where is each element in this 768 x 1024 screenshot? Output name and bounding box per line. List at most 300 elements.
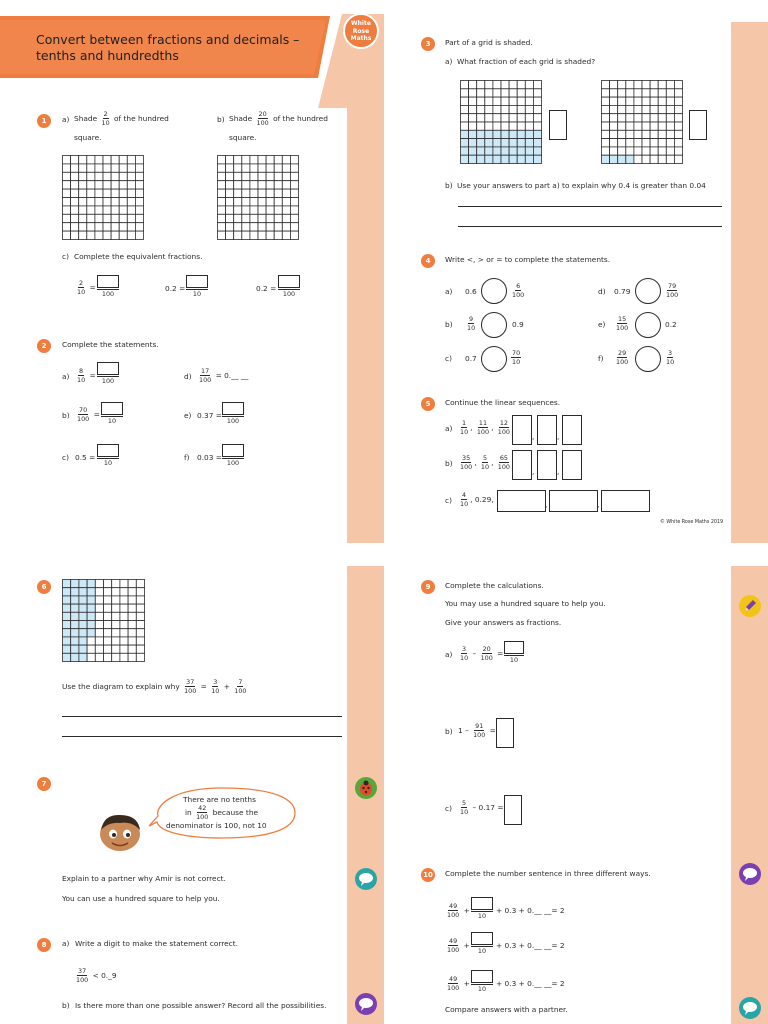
q4f-rhs <box>664 350 676 366</box>
grid-cell[interactable] <box>111 164 119 172</box>
grid-cell[interactable] <box>79 198 87 206</box>
grid-cell[interactable] <box>218 223 226 231</box>
grid-cell[interactable] <box>111 206 119 214</box>
grid-cell[interactable] <box>234 198 242 206</box>
grid-cell[interactable] <box>63 206 71 214</box>
q9b-expr <box>458 723 496 739</box>
grid-cell[interactable] <box>234 206 242 214</box>
numerator-box[interactable] <box>97 444 119 457</box>
grid-cell[interactable] <box>290 198 298 206</box>
q5c-answer-box-1[interactable] <box>497 490 546 512</box>
q4f-compare-circle[interactable] <box>635 346 661 372</box>
grid-cell[interactable] <box>95 198 103 206</box>
grid-cell <box>533 155 541 163</box>
grid-cell[interactable] <box>282 164 290 172</box>
grid-cell[interactable] <box>87 164 95 172</box>
grid-cell[interactable] <box>234 223 242 231</box>
answer-line[interactable] <box>458 226 722 227</box>
grid-cell[interactable] <box>218 164 226 172</box>
grid-cell[interactable] <box>242 189 250 197</box>
grid-cell[interactable] <box>63 231 71 239</box>
grid-cell[interactable] <box>95 223 103 231</box>
denominator: 100 <box>616 358 629 367</box>
grid-cell[interactable] <box>63 164 71 172</box>
grid-cell[interactable] <box>290 214 298 222</box>
grid-cell[interactable] <box>226 206 234 214</box>
grid-cell[interactable] <box>266 156 274 164</box>
grid-cell[interactable] <box>250 156 258 164</box>
q5a-answer-box-2[interactable] <box>537 415 560 445</box>
grid-cell[interactable] <box>258 214 266 222</box>
grid-cell[interactable] <box>103 223 111 231</box>
grid-cell[interactable] <box>250 189 258 197</box>
grid-cell[interactable] <box>258 189 266 197</box>
grid-cell[interactable] <box>258 156 266 164</box>
grid-cell[interactable] <box>127 189 135 197</box>
q1a-text <box>74 111 169 127</box>
grid-cell <box>128 588 136 596</box>
q5c-answer-box-2[interactable] <box>549 490 598 512</box>
numerator-box[interactable] <box>504 641 524 654</box>
numerator-box[interactable] <box>471 970 493 983</box>
numerator: 42 <box>198 804 207 812</box>
grid-cell[interactable] <box>218 206 226 214</box>
grid-cell[interactable] <box>119 156 127 164</box>
grid-cell[interactable] <box>250 231 258 239</box>
grid-cell[interactable] <box>135 156 143 164</box>
grid-cell[interactable] <box>218 189 226 197</box>
grid-cell[interactable] <box>266 189 274 197</box>
numerator-box[interactable] <box>97 362 119 375</box>
q5b-answer-box-2[interactable] <box>537 450 560 480</box>
q5b-answer-box-3[interactable] <box>562 450 582 480</box>
grid-cell[interactable] <box>79 206 87 214</box>
grid-cell[interactable] <box>234 181 242 189</box>
grid-cell[interactable] <box>111 198 119 206</box>
q4c-compare-circle[interactable] <box>481 346 507 372</box>
grid-cell[interactable] <box>282 189 290 197</box>
grid-cell <box>485 97 493 105</box>
grid-cell[interactable] <box>103 164 111 172</box>
grid-cell[interactable] <box>266 198 274 206</box>
grid-cell[interactable] <box>87 198 95 206</box>
grid-cell[interactable] <box>71 206 79 214</box>
grid-cell[interactable] <box>226 214 234 222</box>
grid-cell[interactable] <box>258 164 266 172</box>
numerator-box[interactable] <box>471 897 493 910</box>
grid-cell[interactable] <box>79 231 87 239</box>
q5a-answer-box-3[interactable] <box>562 415 582 445</box>
grid-cell[interactable] <box>266 231 274 239</box>
grid-cell[interactable] <box>234 172 242 180</box>
grid-cell[interactable] <box>266 172 274 180</box>
grid-cell[interactable] <box>79 181 87 189</box>
grid-cell[interactable] <box>282 206 290 214</box>
grid-cell[interactable] <box>127 198 135 206</box>
q2b-answer[interactable] <box>101 402 123 424</box>
grid-cell[interactable] <box>119 198 127 206</box>
grid-cell[interactable] <box>274 231 282 239</box>
grid-cell[interactable] <box>63 189 71 197</box>
grid-cell <box>63 621 71 629</box>
grid-cell[interactable] <box>127 156 135 164</box>
grid-cell <box>674 147 682 155</box>
grid-cell[interactable] <box>242 172 250 180</box>
grid-cell[interactable] <box>71 172 79 180</box>
grid-cell[interactable] <box>135 181 143 189</box>
grid-cell[interactable] <box>282 231 290 239</box>
q4e-compare-circle[interactable] <box>635 312 661 338</box>
grid-cell <box>642 130 650 138</box>
grid-cell[interactable] <box>127 214 135 222</box>
numerator-box[interactable] <box>101 402 123 415</box>
q9c-answer-box[interactable] <box>504 795 522 825</box>
grid-cell[interactable] <box>95 214 103 222</box>
grid-cell[interactable] <box>103 156 111 164</box>
q4d-compare-circle[interactable] <box>635 278 661 304</box>
grid-cell[interactable] <box>282 156 290 164</box>
grid-cell[interactable] <box>95 172 103 180</box>
grid-cell[interactable] <box>127 231 135 239</box>
grid-cell[interactable] <box>282 198 290 206</box>
grid-cell[interactable] <box>119 189 127 197</box>
q9c-expr <box>458 800 504 816</box>
grid-cell <box>618 81 626 89</box>
grid-cell[interactable] <box>274 156 282 164</box>
grid-cell[interactable] <box>290 181 298 189</box>
grid-cell[interactable] <box>258 172 266 180</box>
grid-cell[interactable] <box>103 189 111 197</box>
q10-row2-rhs[interactable]: + 0.3 + 0.__ __= 2 <box>496 941 565 950</box>
grid-cell[interactable] <box>95 206 103 214</box>
grid-cell[interactable] <box>103 214 111 222</box>
grid-cell[interactable] <box>119 181 127 189</box>
numerator-box[interactable] <box>278 275 300 288</box>
grid-cell[interactable] <box>274 223 282 231</box>
grid-cell[interactable] <box>234 156 242 164</box>
grid-cell[interactable] <box>119 164 127 172</box>
grid-cell[interactable] <box>226 198 234 206</box>
grid-cell <box>634 114 642 122</box>
answer-line[interactable] <box>458 206 722 207</box>
grid-cell[interactable] <box>71 181 79 189</box>
grid-cell[interactable] <box>290 172 298 180</box>
grid-cell <box>461 155 469 163</box>
q8a-rhs[interactable]: < 0._9 <box>92 970 117 980</box>
grid-cell[interactable] <box>79 164 87 172</box>
grid-cell[interactable] <box>290 223 298 231</box>
denominator: 10 <box>77 376 86 385</box>
numerator: 49 <box>449 902 458 910</box>
q1b-text-tail: of the hundred <box>273 113 328 123</box>
grid-cell <box>112 629 120 637</box>
q10-row1-rhs[interactable]: + 0.3 + 0.__ __= 2 <box>496 906 565 915</box>
numerator-box[interactable] <box>97 275 119 288</box>
grid-cell[interactable] <box>119 206 127 214</box>
grid-cell[interactable] <box>119 214 127 222</box>
grid-cell[interactable] <box>95 156 103 164</box>
grid-cell[interactable] <box>242 214 250 222</box>
grid-cell[interactable] <box>103 231 111 239</box>
q3-answer-box-left[interactable] <box>549 110 567 140</box>
grid-cell[interactable] <box>111 189 119 197</box>
grid-cell[interactable] <box>95 181 103 189</box>
grid-cell[interactable] <box>127 206 135 214</box>
grid-cell[interactable] <box>95 164 103 172</box>
q8a-label: a) <box>62 939 70 948</box>
grid-cell[interactable] <box>226 164 234 172</box>
grid-cell[interactable] <box>226 156 234 164</box>
grid-cell[interactable] <box>218 156 226 164</box>
grid-cell[interactable] <box>111 214 119 222</box>
grid-cell[interactable] <box>274 164 282 172</box>
grid-cell <box>469 122 477 130</box>
grid-cell[interactable] <box>87 206 95 214</box>
grid-cell[interactable] <box>119 231 127 239</box>
grid-cell[interactable] <box>71 156 79 164</box>
q3-answer-box-right[interactable] <box>689 110 707 140</box>
grid-cell[interactable] <box>290 189 298 197</box>
grid-cell[interactable] <box>79 156 87 164</box>
q10-row1-answer[interactable] <box>471 897 493 919</box>
grid-cell <box>485 155 493 163</box>
grid-cell[interactable] <box>266 164 274 172</box>
grid-cell[interactable] <box>111 181 119 189</box>
grid-cell <box>120 580 128 588</box>
grid-cell[interactable] <box>127 164 135 172</box>
grid-cell[interactable] <box>87 223 95 231</box>
grid-cell[interactable] <box>127 223 135 231</box>
grid-cell <box>674 122 682 130</box>
grid-cell[interactable] <box>242 198 250 206</box>
grid-cell <box>128 629 136 637</box>
grid-cell[interactable] <box>234 189 242 197</box>
grid-cell[interactable] <box>250 223 258 231</box>
comma: , <box>470 422 473 432</box>
grid-cell[interactable] <box>290 231 298 239</box>
grid-cell[interactable] <box>226 181 234 189</box>
grid-cell[interactable] <box>63 181 71 189</box>
grid-cell[interactable] <box>127 172 135 180</box>
grid-cell[interactable] <box>87 172 95 180</box>
grid-cell[interactable] <box>258 181 266 189</box>
q6-text <box>62 679 249 695</box>
grid-cell[interactable] <box>135 164 143 172</box>
grid-cell <box>533 81 541 89</box>
grid-cell[interactable] <box>242 156 250 164</box>
grid-cell[interactable] <box>290 156 298 164</box>
grid-cell[interactable] <box>87 181 95 189</box>
q2c-answer[interactable] <box>97 444 119 466</box>
grid-cell[interactable] <box>250 164 258 172</box>
numerator-box[interactable] <box>222 444 244 457</box>
denominator: 10 <box>512 358 521 367</box>
grid-cell[interactable] <box>250 198 258 206</box>
q5c-answer-box-3[interactable] <box>601 490 650 512</box>
grid-cell[interactable] <box>63 198 71 206</box>
grid-cell[interactable] <box>71 231 79 239</box>
grid-cell[interactable] <box>258 206 266 214</box>
grid-cell[interactable] <box>226 172 234 180</box>
denominator: 100 <box>101 290 115 298</box>
numerator: 20 <box>482 645 491 653</box>
grid-cell[interactable] <box>71 214 79 222</box>
grid-cell[interactable] <box>242 231 250 239</box>
q4b-compare-circle[interactable] <box>481 312 507 338</box>
grid-cell[interactable] <box>258 223 266 231</box>
grid-cell <box>634 147 642 155</box>
grid-cell <box>525 105 533 113</box>
grid-cell[interactable] <box>87 189 95 197</box>
grid-cell[interactable] <box>135 214 143 222</box>
grid-cell[interactable] <box>71 198 79 206</box>
grid-cell[interactable] <box>282 172 290 180</box>
grid-cell[interactable] <box>234 231 242 239</box>
hundred-square-q1b[interactable] <box>217 155 299 240</box>
grid-cell[interactable] <box>266 181 274 189</box>
grid-cell[interactable] <box>79 223 87 231</box>
q9-text2: You may use a hundred square to help you. <box>445 599 606 608</box>
grid-cell <box>618 105 626 113</box>
grid-cell[interactable] <box>266 223 274 231</box>
grid-cell[interactable] <box>79 214 87 222</box>
grid-cell[interactable] <box>274 172 282 180</box>
numerator-box[interactable] <box>222 402 244 415</box>
grid-cell[interactable] <box>274 181 282 189</box>
grid-cell[interactable] <box>226 189 234 197</box>
grid-cell[interactable] <box>119 223 127 231</box>
grid-cell[interactable] <box>282 181 290 189</box>
grid-cell[interactable] <box>266 206 274 214</box>
hundred-square-q1a[interactable] <box>62 155 144 240</box>
grid-cell[interactable] <box>71 189 79 197</box>
grid-cell[interactable] <box>250 214 258 222</box>
grid-cell[interactable] <box>135 231 143 239</box>
grid-cell[interactable] <box>135 206 143 214</box>
q4a-compare-circle[interactable] <box>481 278 507 304</box>
grid-cell[interactable] <box>103 206 111 214</box>
grid-cell[interactable] <box>71 223 79 231</box>
grid-cell[interactable] <box>95 189 103 197</box>
grid-cell <box>136 653 144 661</box>
numerator-box[interactable] <box>186 275 208 288</box>
q2f-answer[interactable] <box>222 444 244 466</box>
grid-cell[interactable] <box>95 231 103 239</box>
grid-cell[interactable] <box>135 198 143 206</box>
denominator: 10 <box>192 290 202 298</box>
grid-cell[interactable] <box>63 214 71 222</box>
q1c-answer-3[interactable] <box>278 275 300 297</box>
grid-cell[interactable] <box>234 214 242 222</box>
q9a-answer[interactable] <box>504 641 524 663</box>
grid-cell[interactable] <box>250 172 258 180</box>
grid-cell[interactable] <box>63 172 71 180</box>
grid-cell[interactable] <box>282 223 290 231</box>
grid-cell[interactable] <box>111 172 119 180</box>
grid-cell[interactable] <box>250 206 258 214</box>
grid-cell[interactable] <box>103 172 111 180</box>
grid-cell[interactable] <box>71 164 79 172</box>
numerator-box[interactable] <box>471 932 493 945</box>
grid-cell[interactable] <box>290 206 298 214</box>
grid-cell[interactable] <box>103 181 111 189</box>
grid-cell[interactable] <box>218 214 226 222</box>
grid-cell[interactable] <box>218 198 226 206</box>
grid-cell[interactable] <box>111 156 119 164</box>
q2a-answer[interactable] <box>97 362 119 384</box>
grid-cell[interactable] <box>63 223 71 231</box>
q10-row3-rhs[interactable]: + 0.3 + 0.__ __= 2 <box>496 979 565 988</box>
grid-cell[interactable] <box>63 156 71 164</box>
answer-line[interactable] <box>62 716 342 717</box>
grid-cell[interactable] <box>226 223 234 231</box>
q5a-answer-box-1[interactable] <box>512 415 535 445</box>
q5c-terms <box>458 492 494 508</box>
grid-cell[interactable] <box>135 189 143 197</box>
grid-cell <box>469 114 477 122</box>
q2e-answer[interactable] <box>222 402 244 424</box>
grid-cell <box>120 588 128 596</box>
grid-cell[interactable] <box>274 206 282 214</box>
grid-cell[interactable] <box>266 214 274 222</box>
q10-row3-answer[interactable] <box>471 970 493 992</box>
grid-cell[interactable] <box>79 172 87 180</box>
grid-cell[interactable] <box>127 181 135 189</box>
q10-row2-answer[interactable] <box>471 932 493 954</box>
grid-cell[interactable] <box>226 231 234 239</box>
grid-cell[interactable] <box>290 164 298 172</box>
grid-cell <box>120 637 128 645</box>
grid-cell[interactable] <box>274 198 282 206</box>
grid-cell[interactable] <box>111 223 119 231</box>
grid-cell[interactable] <box>87 156 95 164</box>
q2d-rhs[interactable]: = 0.__ __ <box>215 370 249 380</box>
grid-cell[interactable] <box>258 198 266 206</box>
grid-cell[interactable] <box>234 164 242 172</box>
grid-cell[interactable] <box>282 214 290 222</box>
grid-cell[interactable] <box>103 198 111 206</box>
grid-cell[interactable] <box>87 214 95 222</box>
grid-cell[interactable] <box>218 172 226 180</box>
grid-cell[interactable] <box>250 181 258 189</box>
grid-cell[interactable] <box>258 231 266 239</box>
q9b-answer-box[interactable] <box>496 718 514 748</box>
question-8-badge: 8 <box>37 938 51 952</box>
grid-cell[interactable] <box>79 189 87 197</box>
grid-cell[interactable] <box>242 181 250 189</box>
q1c-answer-2[interactable] <box>186 275 208 297</box>
answer-line[interactable] <box>62 736 342 737</box>
grid-cell[interactable] <box>242 164 250 172</box>
grid-cell <box>602 130 610 138</box>
grid-cell[interactable] <box>111 231 119 239</box>
q4a-rhs <box>510 283 526 299</box>
q5b-answer-box-1[interactable] <box>512 450 535 480</box>
q1c-answer-1[interactable] <box>97 275 119 297</box>
grid-cell[interactable] <box>242 223 250 231</box>
grid-cell[interactable] <box>218 181 226 189</box>
grid-cell <box>517 114 525 122</box>
grid-cell <box>533 114 541 122</box>
grid-cell[interactable] <box>218 231 226 239</box>
grid-cell[interactable] <box>135 223 143 231</box>
grid-cell[interactable] <box>135 172 143 180</box>
grid-cell[interactable] <box>87 231 95 239</box>
grid-cell[interactable] <box>242 206 250 214</box>
grid-cell[interactable] <box>119 172 127 180</box>
grid-cell[interactable] <box>274 189 282 197</box>
grid-cell[interactable] <box>274 214 282 222</box>
